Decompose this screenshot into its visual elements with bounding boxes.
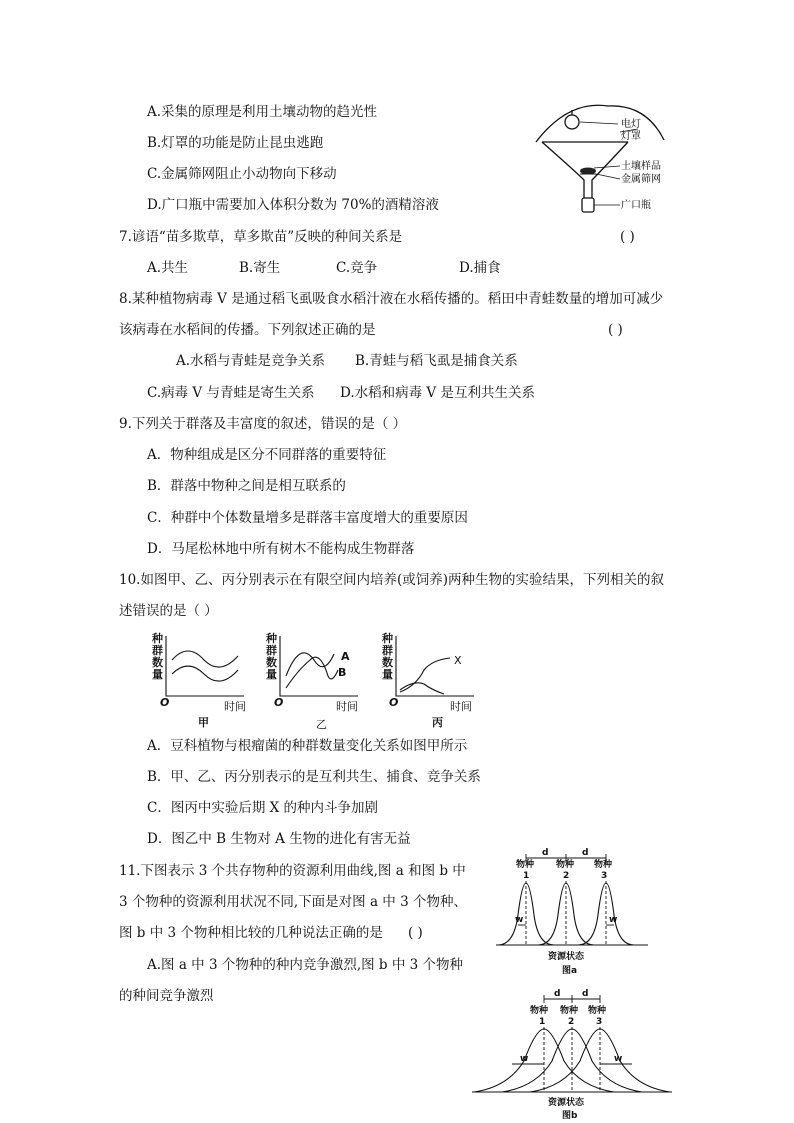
soil-sample: [580, 168, 596, 175]
q10-option-d: D．图乙中 B 生物对 A 生物的进化有害无益: [147, 831, 411, 847]
q8-bracket: ( ): [608, 322, 623, 338]
fig-a-species-2: 物种: [556, 860, 575, 870]
q11-figure-a: [488, 845, 658, 980]
q7-option-a: A.共生: [147, 260, 189, 276]
q8-option-a: A.水稻与青蛙是竞争关系: [176, 353, 326, 369]
q11-option-a-line1: A.图 a 中 3 个物种的种内竞争激烈,图 b 中 3 个物种: [147, 957, 464, 973]
q10-option-a: A．豆科植物与根瘤菌的种群数量变化关系如图甲所示: [147, 738, 468, 754]
curve-bing-x: [400, 658, 450, 692]
fig-b-species-3: 物种: [588, 1006, 607, 1016]
curve-label-b: B: [338, 666, 347, 679]
ylabel-1-char-1: 种: [152, 632, 163, 645]
axes-graph-jia: [166, 636, 244, 696]
q10-stem-line2: 述错误的是（ ）: [119, 603, 218, 619]
ylabel-3-char-1: 种: [382, 632, 393, 645]
q9-option-b: B．群落中物种之间是相互联系的: [147, 478, 346, 494]
q8-stem-line1: 8.某种植物病毒 V 是通过稻飞虱吸食水稻汁液在水稻传播的。稻田中青蛙数量的增加可减少: [119, 291, 664, 307]
label-soil: 土壤样品: [621, 161, 661, 172]
q8-stem-line2: 该病毒在水稻间的传播。下列叙述正确的是: [119, 322, 376, 338]
q8-option-c: C.病毒 V 与青蛙是寄生关系: [147, 385, 315, 401]
curve-label-x: X: [454, 654, 462, 667]
curve-jia-upper: [172, 651, 238, 667]
q8-option-b: B.青蛙与稻飞虱是捕食关系: [355, 353, 518, 369]
q7-option-b: B.寄生: [239, 260, 281, 276]
label-bottle: 广口瓶: [621, 200, 651, 211]
fig-b-num-3: 3: [596, 1017, 603, 1027]
fig-b-species-1: 物种: [530, 1006, 549, 1016]
label-lamp: 电灯: [621, 119, 641, 130]
q6-option-c: C.金属筛网阻止小动物向下移动: [147, 166, 337, 182]
fig-a-w-2: w: [609, 915, 618, 925]
fig-a-name: 图a: [562, 966, 578, 976]
q10-stem-line1: 10.如图甲、乙、丙分别表示在有限空间内培养(或饲养)两种生物的实验结果，下列相关的叙: [119, 572, 665, 588]
q11-stem-line2: 3 个物种的资源利用状况不同,下面是对图 a 中 3 个物种、: [119, 894, 467, 910]
q6-apparatus-figure: [528, 102, 698, 217]
ylabel-1-char-4: 量: [152, 668, 163, 681]
fig-a-d-2: d: [582, 848, 589, 858]
fig-b-xaxis: 资源状态: [548, 1098, 585, 1108]
q9-option-d: D．马尾松林地中所有树木不能构成生物群落: [147, 541, 415, 557]
label-sieve: 金属筛网: [621, 174, 661, 185]
fig-b-species-2: 物种: [560, 1006, 579, 1016]
q11-option-a-line2: 的种间竞争激烈: [119, 988, 214, 1004]
q7-bracket: ( ): [620, 229, 635, 245]
fig-a-species-1: 物种: [516, 860, 535, 870]
fig-b-d-2: d: [582, 989, 589, 999]
bulb-icon: [565, 115, 579, 129]
mouth-bottle: [582, 198, 594, 212]
origin-2: O: [274, 696, 284, 709]
fig-a-num-2: 2: [563, 871, 570, 881]
q10-graphs: [148, 630, 493, 730]
q11-figure-b: [468, 985, 678, 1120]
q10-option-c: C．图丙中实验后期 X 的种内斗争加剧: [147, 800, 379, 816]
ylabel-3-char-4: 量: [382, 668, 393, 681]
q9-stem: 9.下列关于群落及丰富度的叙述，错误的是（ ）: [119, 416, 407, 432]
q11-bracket: ( ): [408, 925, 423, 941]
q6-option-a: A.采集的原理是利用土壤动物的趋光性: [147, 104, 378, 120]
fig-b-num-2: 2: [568, 1017, 575, 1027]
fig-b-w-1: w: [520, 1054, 529, 1064]
q11-stem-line3: 图 b 中 3 个物种相比较的几种说法正确的是: [119, 925, 383, 941]
graph-name-bing: 丙: [432, 716, 443, 729]
curve-label-a: A: [341, 650, 350, 663]
origin-3: O: [389, 696, 399, 709]
ylabel-2-char-4: 量: [266, 668, 277, 681]
q7-stem: 7.谚语“苗多欺草，草多欺苗”反映的种间关系是: [119, 229, 403, 245]
fig-b-name: 图b: [562, 1111, 578, 1120]
fig-a-species-3: 物种: [594, 860, 613, 870]
fig-a-num-3: 3: [601, 871, 608, 881]
ylabel-2-char-3: 数: [266, 656, 277, 669]
graph-name-yi: 乙: [316, 718, 327, 730]
fig-a-w-1: w: [515, 915, 524, 925]
ylabel-2-char-1: 种: [266, 632, 277, 645]
q11-stem-line1: 11.下图表示 3 个共存物种的资源利用曲线,图 a 和图 b 中: [119, 863, 466, 879]
xlabel-2: 时间: [336, 700, 358, 713]
ylabel-2-char-2: 群: [266, 644, 277, 657]
graph-name-jia: 甲: [198, 716, 209, 729]
ylabel-3-char-3: 数: [382, 656, 393, 669]
ylabel-1-char-3: 数: [152, 656, 163, 669]
fig-b-w-2: w: [614, 1054, 623, 1064]
q9-option-a: A．物种组成是区分不同群落的重要特征: [147, 447, 387, 463]
xlabel-3: 时间: [450, 700, 472, 713]
label-shade: 灯罩: [621, 131, 641, 142]
axes-graph-bing: [396, 636, 474, 696]
q7-option-c: C.竞争: [336, 260, 378, 276]
ylabel-1-char-2: 群: [152, 644, 163, 657]
q6-option-d: D.广口瓶中需要加入体积分数为 70%的酒精溶液: [147, 197, 439, 213]
curve-jia-lower: [172, 666, 238, 681]
q9-option-c: C．种群中个体数量增多是群落丰富度增大的重要原因: [147, 510, 468, 526]
fig-a-num-1: 1: [523, 871, 530, 881]
fig-a-xaxis: 资源状态: [548, 952, 585, 962]
q8-option-d: D.水稻和病毒 V 是互利共生关系: [340, 385, 535, 401]
xlabel-1: 时间: [224, 700, 246, 713]
origin-1: O: [160, 696, 170, 709]
fig-b-d-1: d: [554, 989, 561, 999]
lampshade-arc: [536, 105, 664, 142]
q6-option-b: B.灯罩的功能是防止昆虫逃跑: [147, 135, 324, 151]
q10-option-b: B．甲、乙、丙分别表示的是互利共生、捕食、竞争关系: [147, 769, 481, 785]
ylabel-3-char-2: 群: [382, 644, 393, 657]
fig-b-num-1: 1: [539, 1017, 546, 1027]
fig-a-d-1: d: [542, 848, 549, 858]
q7-option-d: D.捕食: [459, 260, 501, 276]
